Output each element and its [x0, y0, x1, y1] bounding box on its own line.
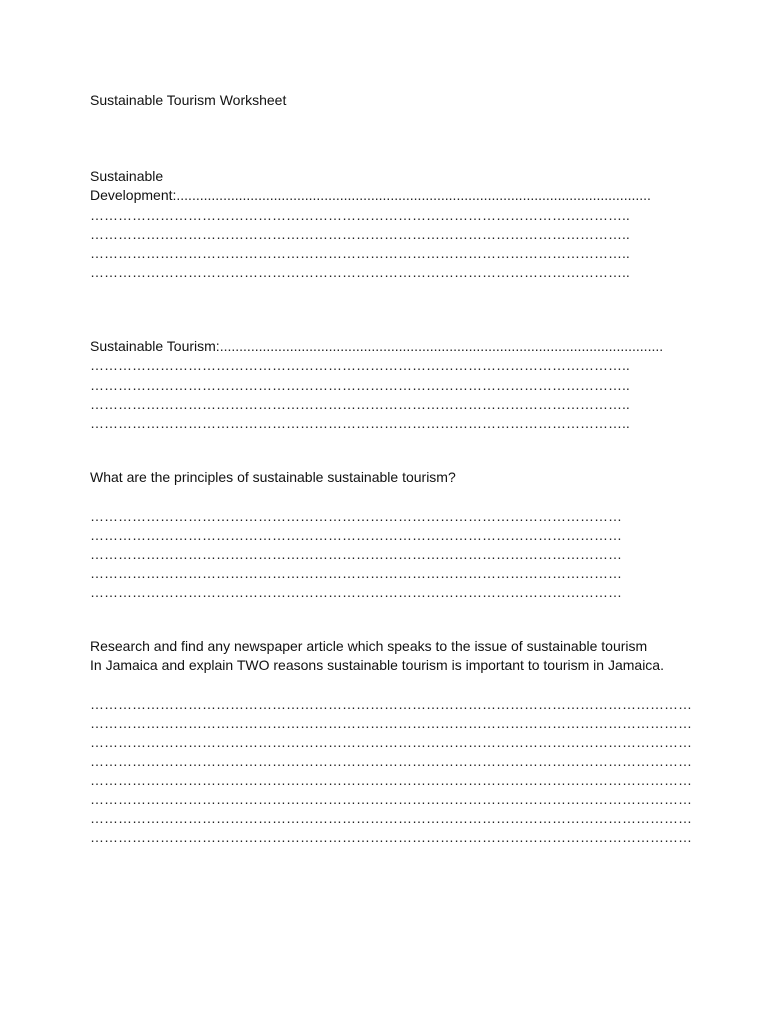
answer-line[interactable]: ……………………………………………………………………………………………………	[90, 527, 622, 543]
answer-line[interactable]: …………………………………………………………………………………………………………………	[90, 734, 692, 750]
answer-line[interactable]: ……………………………………………………………………………………………………	[90, 508, 622, 524]
answer-line[interactable]: ……………………………………………………………………………………………………	[90, 565, 622, 581]
answer-line[interactable]: …………………………………………………………………………………………………………………	[90, 696, 692, 712]
answer-line[interactable]: ……………………………………………………………………………………………………	[90, 546, 622, 562]
answer-line[interactable]: …………………………………………………………………………………………………………………	[90, 829, 692, 845]
sustainable-tourism-answer-row[interactable]	[90, 337, 664, 356]
answer-line[interactable]: …………………………………………………………………………………………………………………	[90, 753, 692, 769]
answer-line[interactable]: …………………………………………………………………………………………………………………	[90, 791, 692, 807]
answer-line[interactable]: ……………………………………………………………………………………………………..	[90, 377, 630, 393]
page-title: Sustainable Tourism Worksheet	[90, 92, 287, 108]
research-prompt-line1: Research and find any newspaper article which speaks to the issue of sustainable tourism	[90, 638, 648, 654]
answer-line[interactable]: ……………………………………………………………………………………………………..	[90, 207, 630, 223]
answer-line[interactable]: ……………………………………………………………………………………………………..	[90, 264, 630, 280]
sustainable-development-answer-row[interactable]	[90, 186, 651, 205]
answer-line: ..................................................................................................................	[219, 338, 664, 354]
answer-line[interactable]: ……………………………………………………………………………………………………	[90, 584, 622, 600]
answer-line[interactable]: ……………………………………………………………………………………………………..	[90, 396, 630, 412]
answer-line[interactable]: ……………………………………………………………………………………………………..	[90, 357, 630, 373]
answer-line[interactable]: ……………………………………………………………………………………………………..	[90, 226, 630, 242]
sustainable-tourism-label: Sustainable Tourism:	[90, 338, 220, 354]
answer-line[interactable]: ……………………………………………………………………………………………………..	[90, 415, 630, 431]
answer-line: ..........................................................................................................................	[176, 187, 651, 203]
answer-line[interactable]: …………………………………………………………………………………………………………………	[90, 810, 692, 826]
sustainable-development-label-line1: Sustainable	[90, 168, 164, 184]
sustainable-development-label-line2: Development:	[90, 187, 177, 203]
answer-line[interactable]: …………………………………………………………………………………………………………………	[90, 715, 692, 731]
principles-question: What are the principles of sustainable sustainable tourism?	[90, 469, 456, 485]
answer-line[interactable]: ……………………………………………………………………………………………………..	[90, 245, 630, 261]
answer-line[interactable]: …………………………………………………………………………………………………………………	[90, 772, 692, 788]
research-prompt-line2: In Jamaica and explain TWO reasons sustainable tourism is important to tourism in Jamaica.	[90, 657, 664, 673]
